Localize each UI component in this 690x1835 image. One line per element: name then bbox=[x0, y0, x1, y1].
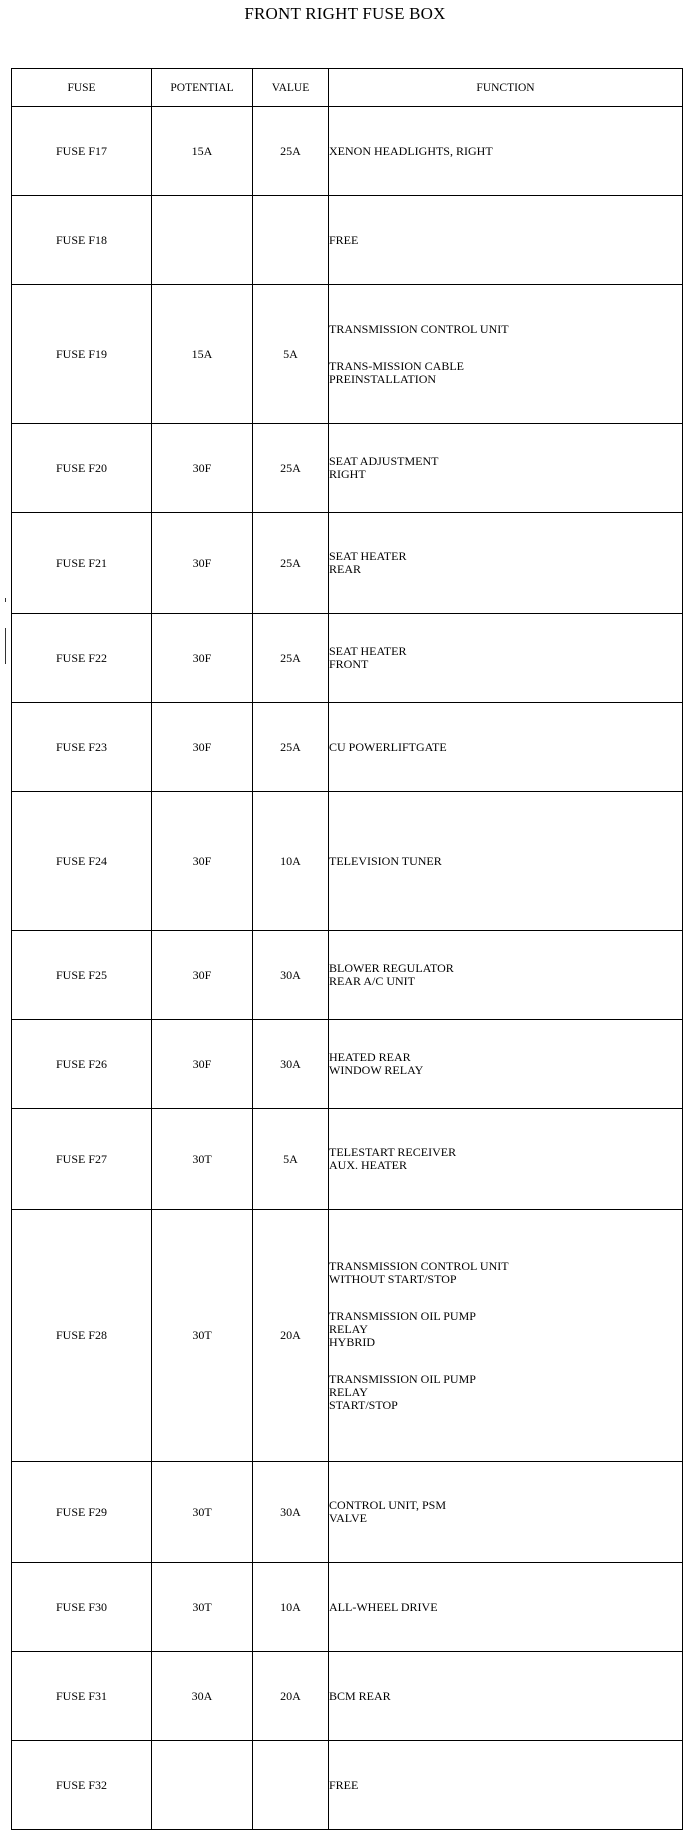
table-row bbox=[12, 424, 683, 513]
potential-cell: 30A bbox=[152, 1652, 253, 1741]
value-cell: 25A bbox=[253, 614, 329, 703]
function-line: CONTROL UNIT, PSM bbox=[329, 1498, 447, 1512]
function-line: TRANSMISSION CONTROL UNIT bbox=[329, 321, 509, 336]
function-cell bbox=[329, 196, 683, 285]
value-cell: 20A bbox=[253, 1210, 329, 1462]
function-line: VALVE bbox=[329, 1511, 368, 1525]
table-row bbox=[12, 1210, 683, 1462]
function-line: HYBRID bbox=[329, 1334, 376, 1349]
table-row bbox=[12, 285, 683, 424]
fuse-cell: FUSE F22 bbox=[12, 614, 152, 703]
function-cell bbox=[329, 424, 683, 513]
function-line: TRANS-MISSION CABLE bbox=[329, 358, 465, 373]
value-cell: 10A bbox=[253, 792, 329, 931]
function-line: FREE bbox=[329, 232, 359, 247]
function-cell bbox=[329, 1020, 683, 1109]
function-line: RIGHT bbox=[329, 467, 366, 481]
function-cell bbox=[329, 792, 683, 931]
table-row bbox=[12, 931, 683, 1020]
fuse-cell: FUSE F21 bbox=[12, 513, 152, 614]
margin-mark bbox=[5, 598, 6, 602]
fuse-cell: FUSE F27 bbox=[12, 1109, 152, 1210]
fuse-cell: FUSE F25 bbox=[12, 931, 152, 1020]
potential-cell: 30F bbox=[152, 703, 253, 792]
table-row bbox=[12, 107, 683, 196]
function-line: WITHOUT START/STOP bbox=[329, 1271, 457, 1286]
column-header-function: FUNCTION bbox=[329, 69, 683, 107]
potential-cell: 15A bbox=[152, 285, 253, 424]
table-row bbox=[12, 1563, 683, 1652]
table-row bbox=[12, 792, 683, 931]
table-row bbox=[12, 1109, 683, 1210]
potential-cell: 30T bbox=[152, 1210, 253, 1462]
value-cell: 25A bbox=[253, 703, 329, 792]
function-line: XENON HEADLIGHTS, RIGHT bbox=[329, 143, 493, 158]
value-cell: 20A bbox=[253, 1652, 329, 1741]
table-row bbox=[12, 1741, 683, 1830]
function-line: BLOWER REGULATOR bbox=[329, 961, 454, 975]
fuse-cell: FUSE F18 bbox=[12, 196, 152, 285]
group-spacer bbox=[329, 1286, 682, 1310]
table-row bbox=[12, 1462, 683, 1563]
function-cell bbox=[329, 1741, 683, 1830]
column-header-fuse: FUSE bbox=[12, 69, 152, 107]
fuse-cell: FUSE F29 bbox=[12, 1462, 152, 1563]
value-cell: 10A bbox=[253, 1563, 329, 1652]
function-cell bbox=[329, 1652, 683, 1741]
table-row bbox=[12, 1652, 683, 1741]
function-line: FRONT bbox=[329, 657, 369, 671]
function-cell bbox=[329, 931, 683, 1020]
table-row bbox=[12, 196, 683, 285]
function-line: SEAT HEATER bbox=[329, 549, 407, 563]
value-cell bbox=[253, 196, 329, 285]
value-cell: 5A bbox=[253, 285, 329, 424]
potential-cell: 30F bbox=[152, 931, 253, 1020]
function-cell bbox=[329, 703, 683, 792]
page-title: FRONT RIGHT FUSE BOX bbox=[244, 4, 446, 23]
value-cell: 30A bbox=[253, 1462, 329, 1563]
function-line: HEATED REAR bbox=[329, 1050, 411, 1064]
function-line: ALL-WHEEL DRIVE bbox=[329, 1599, 438, 1614]
function-cell bbox=[329, 1210, 683, 1462]
column-header-value: VALUE bbox=[253, 69, 329, 107]
function-line: SEAT HEATER bbox=[329, 644, 407, 658]
fuse-cell: FUSE F32 bbox=[12, 1741, 152, 1830]
potential-cell: 15A bbox=[152, 107, 253, 196]
function-cell bbox=[329, 614, 683, 703]
value-cell: 25A bbox=[253, 107, 329, 196]
fuse-cell: FUSE F26 bbox=[12, 1020, 152, 1109]
fuse-cell: FUSE F24 bbox=[12, 792, 152, 931]
table-header-row bbox=[12, 69, 683, 107]
potential-cell bbox=[152, 1741, 253, 1830]
function-cell bbox=[329, 107, 683, 196]
function-cell bbox=[329, 1462, 683, 1563]
fuse-cell: FUSE F19 bbox=[12, 285, 152, 424]
fuse-table-body bbox=[12, 107, 683, 1830]
function-line: TRANSMISSION OIL PUMP bbox=[329, 1308, 476, 1323]
group-spacer bbox=[329, 1349, 682, 1373]
fuse-cell: FUSE F17 bbox=[12, 107, 152, 196]
potential-cell: 30T bbox=[152, 1563, 253, 1652]
fuse-cell: FUSE F30 bbox=[12, 1563, 152, 1652]
fuse-cell: FUSE F31 bbox=[12, 1652, 152, 1741]
table-row bbox=[12, 1020, 683, 1109]
function-cell bbox=[329, 513, 683, 614]
function-line: SEAT ADJUSTMENT bbox=[329, 454, 439, 468]
function-line: RELAY bbox=[329, 1321, 368, 1336]
value-cell bbox=[253, 1741, 329, 1830]
value-cell: 25A bbox=[253, 424, 329, 513]
value-cell: 30A bbox=[253, 931, 329, 1020]
table-row bbox=[12, 513, 683, 614]
function-line: AUX. HEATER bbox=[329, 1158, 407, 1172]
potential-cell: 30T bbox=[152, 1109, 253, 1210]
function-line: BCM REAR bbox=[329, 1688, 391, 1703]
table-row bbox=[12, 703, 683, 792]
function-line: TELEVISION TUNER bbox=[329, 853, 442, 868]
function-line: REAR A/C UNIT bbox=[329, 974, 416, 988]
potential-cell bbox=[152, 196, 253, 285]
fuse-cell: FUSE F28 bbox=[12, 1210, 152, 1462]
function-line: FREE bbox=[329, 1777, 359, 1792]
function-line: TRANSMISSION OIL PUMP bbox=[329, 1371, 476, 1386]
fuse-table bbox=[11, 68, 683, 1830]
value-cell: 25A bbox=[253, 513, 329, 614]
table-row bbox=[12, 614, 683, 703]
function-line: RELAY bbox=[329, 1384, 368, 1399]
function-line: CU POWERLIFTGATE bbox=[329, 739, 447, 754]
fuse-cell: FUSE F20 bbox=[12, 424, 152, 513]
margin-mark bbox=[5, 628, 6, 664]
function-cell bbox=[329, 1563, 683, 1652]
function-cell bbox=[329, 1109, 683, 1210]
potential-cell: 30T bbox=[152, 1462, 253, 1563]
fuse-cell: FUSE F23 bbox=[12, 703, 152, 792]
function-line: PREINSTALLATION bbox=[329, 371, 437, 386]
function-line: WINDOW RELAY bbox=[329, 1063, 424, 1077]
function-cell bbox=[329, 285, 683, 424]
potential-cell: 30F bbox=[152, 513, 253, 614]
potential-cell: 30F bbox=[152, 792, 253, 931]
group-spacer bbox=[329, 336, 682, 360]
potential-cell: 30F bbox=[152, 424, 253, 513]
function-line: START/STOP bbox=[329, 1397, 398, 1412]
function-line: TRANSMISSION CONTROL UNIT bbox=[329, 1258, 509, 1273]
function-line: TELESTART RECEIVER bbox=[329, 1145, 457, 1159]
value-cell: 5A bbox=[253, 1109, 329, 1210]
column-header-potential: POTENTIAL bbox=[152, 69, 253, 107]
potential-cell: 30F bbox=[152, 1020, 253, 1109]
potential-cell: 30F bbox=[152, 614, 253, 703]
function-line: REAR bbox=[329, 562, 362, 576]
value-cell: 30A bbox=[253, 1020, 329, 1109]
